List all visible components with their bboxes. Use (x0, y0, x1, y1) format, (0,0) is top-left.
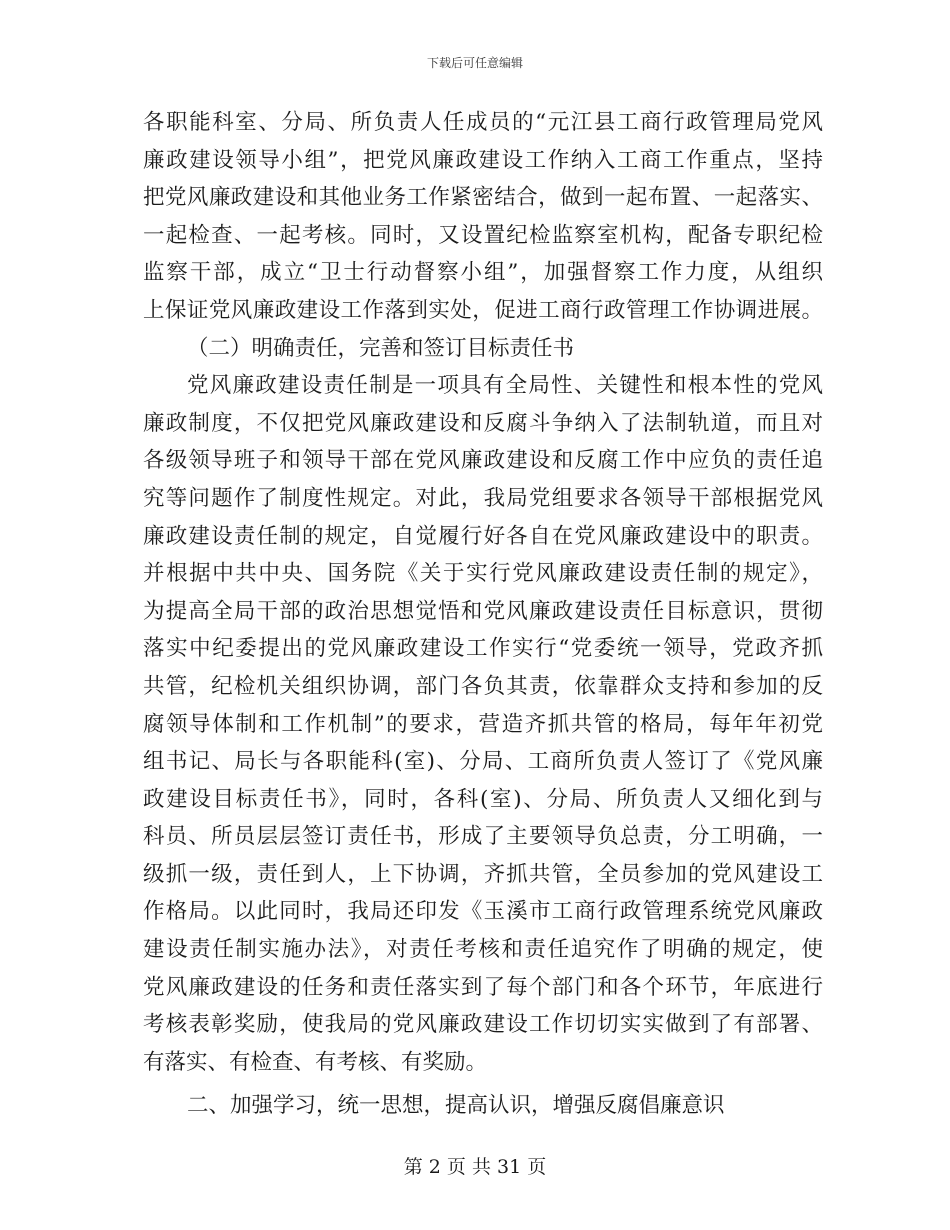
text-line: 建设责任制实施办法》，对责任考核和责任追究作了明确的规定，使 (143, 937, 823, 963)
text-line: 科员、所员层层签订责任书，形成了主要领导负总责，分工明确，一 (143, 824, 823, 850)
text-line: 落实中纪委提出的党风廉政建设工作实行“党委统一领导，党政齐抓 (143, 636, 823, 662)
paragraph-last-line: 有落实、有检查、有考核、有奖励。 (143, 1049, 488, 1075)
paragraph-first-line: 党风廉政建设责任制是一项具有全局性、关键性和根本性的党风 (187, 373, 823, 399)
page-header-note: 下载后可任意编辑 (426, 56, 523, 70)
text-line: 一起检查、一起考核。同时，又设置纪检监察室机构，配备专职纪检 (143, 222, 823, 248)
text-line: 各职能科室、分局、所负责人任成员的“元江县工商行政管理局党风 (143, 110, 823, 135)
section-subheading: （二）明确责任，完善和签订目标责任书 (187, 335, 575, 361)
text-line: 把党风廉政建设和其他业务工作紧密结合，做到一起布置、一起落实、 (143, 185, 823, 211)
text-line: 廉政建设领导小组”，把党风廉政建设工作纳入工商工作重点，坚持 (143, 147, 823, 173)
text-line: 级抓一级，责任到人，上下协调，齐抓共管，全员参加的党风建设工 (143, 861, 823, 887)
document-body (143, 104, 823, 1125)
text-line: 腐领导体制和工作机制”的要求，营造齐抓共管的格局，每年年初党 (143, 711, 823, 737)
text-line: 各级领导班子和领导干部在党风廉政建设和反腐工作中应负的责任追 (143, 448, 823, 474)
section-heading: 二、加强学习，统一思想，提高认识，增强反腐倡廉意识 (187, 1093, 725, 1119)
page-number: 第 2 页 共 31 页 (403, 1156, 547, 1178)
text-line: 党风廉政建设的任务和责任落实到了每个部门和各个环节，年底进行 (143, 974, 823, 1000)
text-line: 共管，纪检机关组织协调，部门各负其责，依靠群众支持和参加的反 (143, 673, 823, 699)
text-line: 组书记、局长与各职能科(室)、分局、工商所负责人签订了《党风廉 (143, 749, 823, 775)
text-line: 作格局。以此同时，我局还印发《玉溪市工商行政管理系统党风廉政 (143, 899, 823, 925)
text-line: 并根据中共中央、国务院《关于实行党风廉政建设责任制的规定》， (143, 561, 823, 587)
text-line: 廉政建设责任制的规定，自觉履行好各自在党风廉政建设中的职责。 (143, 523, 823, 549)
text-line: 政建设目标责任书》，同时，各科(室)、分局、所负责人又细化到与 (143, 786, 823, 812)
text-line: 为提高全局干部的政治思想觉悟和党风廉政建设责任目标意识，贯彻 (143, 598, 823, 624)
text-line: 究等问题作了制度性规定。对此，我局党组要求各领导干部根据党风 (143, 485, 823, 511)
text-line: 上保证党风廉政建设工作落到实处，促进工商行政管理工作协调进展。 (143, 297, 823, 323)
text-line: 监察干部，成立“卫士行动督察小组”，加强督察工作力度，从组织 (143, 260, 823, 286)
text-line: 考核表彰奖励，使我局的党风廉政建设工作切切实实做到了有部署、 (143, 1012, 823, 1038)
text-line: 廉政制度，不仅把党风廉政建设和反腐斗争纳入了法制轨道，而且对 (143, 410, 823, 436)
